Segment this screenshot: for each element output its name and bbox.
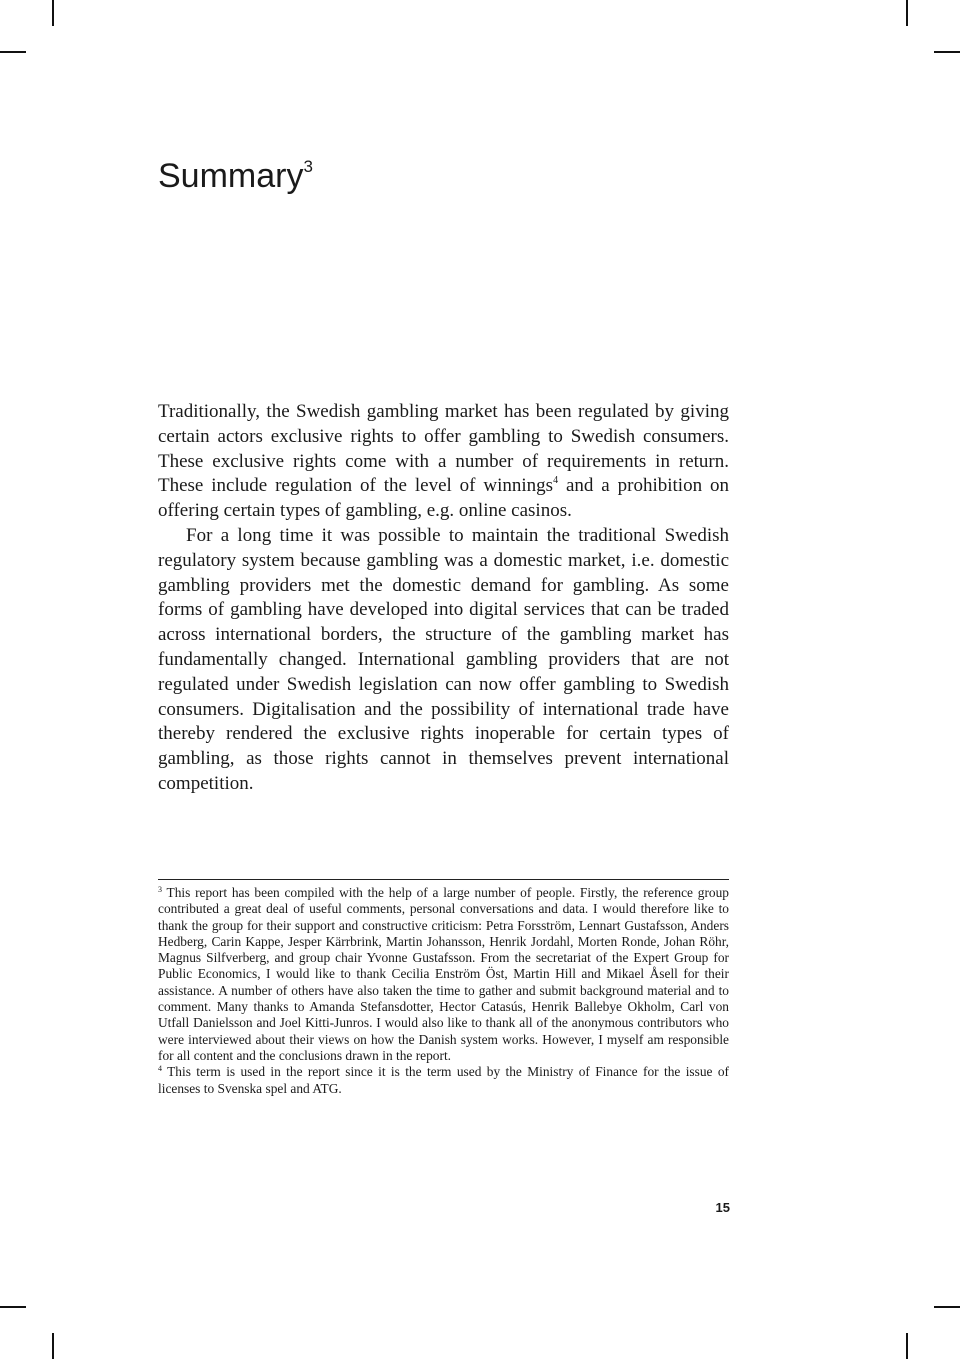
footnote-4-text: This term is used in the report since it is the term used by the Ministry of Finance for the issue of licenses to Svenska spel and ATG.: [158, 1064, 729, 1096]
footnote-4-number: 4: [158, 1064, 162, 1074]
body-text: [158, 400, 729, 797]
crop-mark-bottom-left-horizontal: [0, 1306, 26, 1308]
title-footnote-ref: 3: [303, 157, 313, 176]
body-paragraph-1-start: Traditionally, the Swedish gambling market has been regulated by giving certain actors exclusive rights to offer gambling to Swedish consumers. These exclusive rights come with a number of requirements in return. These include regulation of the level of winnings: [158, 401, 729, 497]
page-title: [158, 152, 313, 200]
crop-mark-top-left-horizontal: [0, 51, 26, 53]
crop-mark-top-left-vertical: [52, 0, 54, 26]
crop-mark-bottom-right-vertical: [906, 1333, 908, 1359]
crop-mark-top-right-horizontal: [934, 51, 960, 53]
footnote-3: [158, 885, 729, 1064]
crop-mark-bottom-right-horizontal: [934, 1306, 960, 1308]
footnote-3-text: This report has been compiled with the help of a large number of people. Firstly, the reference group contributed a great deal of useful comments, personal conversations and data. I would therefore like to thank the group for their support and constructive criticism: Petra Forsström, Lennart Gustafsson, Anders Hedberg, Carin Kappe, Jesper Kärrbrink, Martin Johansson, Henrik Jordahl, Morten Ronde, Johan Röhr, Magnus Silfverberg, and group chair Yvonne Gustafsson. From the secretariat of the Expert Group for Public Economics, I would like to thank Cecilia Enström Öst, Martin Hill and Mikael Åsell for their assistance. A number of others have also taken the time to gather and submit background material and to comment. Many thanks to Amanda Stefansdotter, Hector Catasús, Henrik Ballebye Okholm, Carl von Utfall Danielsson and Joel Kitti-Junros. I would also like to thank all of the anonymous contributors who were interviewed about their views on how the Danish system works. However, I myself am responsible for all content and the conclusions drawn in the report.: [158, 885, 729, 1063]
page-title-text: Summary: [158, 157, 304, 195]
page-number: 15: [715, 1200, 730, 1215]
crop-mark-bottom-left-vertical: [52, 1333, 54, 1359]
footnotes: [158, 885, 729, 1097]
body-paragraph-2: For a long time it was possible to maintain the traditional Swedish regulatory system because gambling was a domestic market, i.e. domestic gambling providers met the domestic demand for gambling. As some forms of gambling have developed into digital services that can be traded across international borders, the structure of the gambling market has fundamentally changed. International gambling providers that are not regulated under Swedish legislation can now offer gambling to Swedish consumers. Digitalisation and the possibility of international trade have thereby rendered the exclusive rights inoperable for certain types of gambling, as those rights cannot in themselves prevent international competition.: [158, 524, 729, 794]
footnote-3-number: 3: [158, 885, 162, 894]
footnote-divider: [158, 879, 729, 880]
crop-mark-top-right-vertical: [906, 0, 908, 26]
body-paragraph-1: [158, 400, 729, 524]
footnote-4: [158, 1064, 729, 1097]
footnote-ref-4: 4: [553, 475, 559, 487]
body-paragraph-1-end: and a prohibition on offering certain types of gambling, e.g. online casinos.: [158, 475, 729, 522]
